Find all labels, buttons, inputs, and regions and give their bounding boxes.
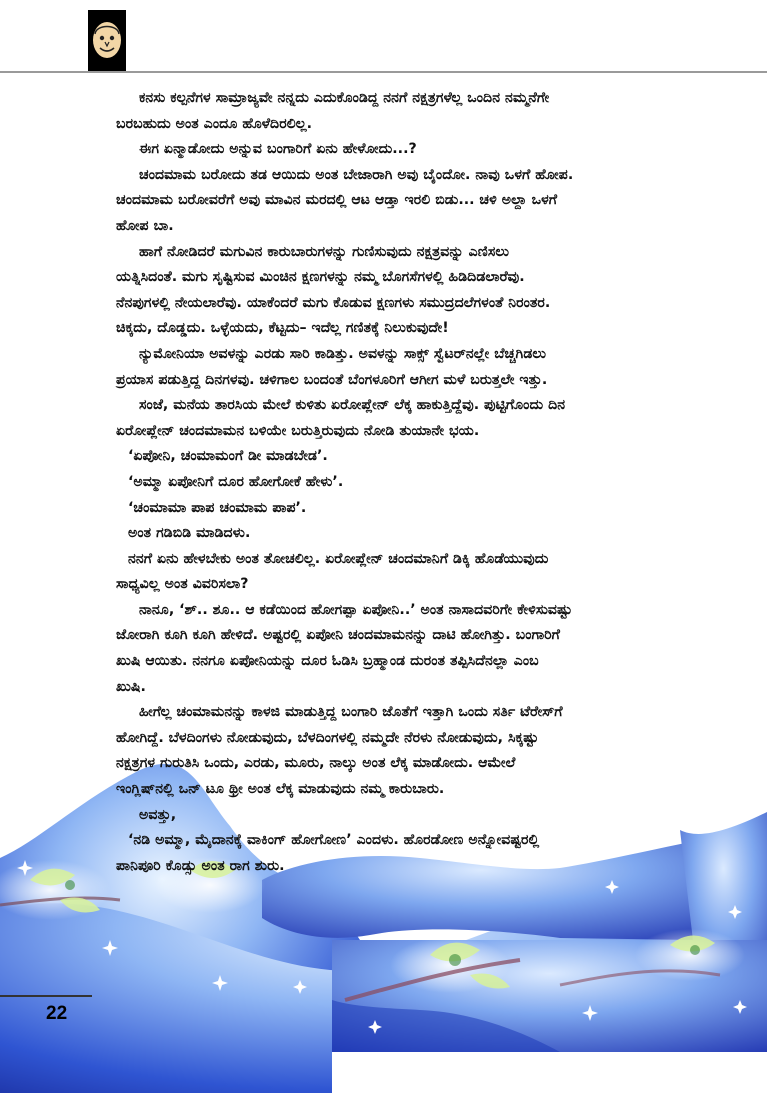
story-line: ಕನಸು ಕಲ್ಪನೆಗಳ ಸಾಮ್ರಾಜ್ಯವೇ ನನ್ನದು ಎದುಕೊಂಡಿದ್ದ ನನಗೆ ನಕ್ಷತ್ರಗಳೆಲ್ಲ ಒಂದಿನ ನಮ್ಮನೆಗೇ: [139, 90, 550, 106]
story-line: ಸಂಜೆ, ಮನೆಯ ತಾರಸಿಯ ಮೇಲೆ ಕುಳಿತು ಏರೋಪ್ಲೇನ್ ಲೆಕ್ಕ ಹಾಕುತ್ತಿದ್ದೆವು. ಪುಟ್ಟಿಗೊಂದು ದಿನ: [139, 397, 566, 414]
story-line: ಚಂದಮಾಮ ಬರೋವರೆಗೆ ಅವು ಮಾವಿನ ಮರದಲ್ಲಿ ಆಟ ಆಡ್ತಾ ಇರಲಿ ಬಿಡು... ಚಳಿ ಅಲ್ದಾ ಒಳಗೆ: [116, 192, 558, 209]
story-line: ‘ಚಂಮಾಮಾ ಪಾಪ ಚಂಮಾಮ ಪಾಪ’.: [128, 499, 307, 516]
story-line: ಸಾಧ್ಯವಿಲ್ಲ ಅಂತ ವಿವರಿಸಲಾ?: [116, 576, 249, 593]
story-line: ಅವತ್ತು,: [139, 806, 177, 823]
story-line: ಚಂದಮಾಮ ಬರೋದು ತಡ ಆಯಿದು ಅಂತ ಬೇಜಾರಾಗಿ ಅವು ಬೈಂದೋ. ನಾವು ಒಳಗೆ ಹೋಪ.: [139, 166, 574, 183]
story-line: ‘ಅಮ್ಮಾ ಏಪೋನಿಗೆ ದೂರ ಹೋಗೋಕೆ ಹೇಳು’.: [128, 473, 344, 490]
cartoon-face-icon: [88, 16, 126, 64]
header-rule: [0, 71, 767, 73]
story-line: ಪಾನಿಪೂರಿ ಕೊಡ್ಸು ಅಂತ ರಾಗ ಶುರು.: [116, 857, 285, 874]
story-line: ಜೋರಾಗಿ ಕೂಗಿ ಕೂಗಿ ಹೇಳಿದೆ. ಅಷ್ಟರಲ್ಲಿ ಏಪೋನಿ ಚಂದಮಾಮನನ್ನು ದಾಟಿ ಹೋಗಿತ್ತು. ಬಂಗಾರಿಗೆ: [116, 627, 560, 644]
story-line: ‘ಏಪೋನಿ, ಚಂಮಾಮಂಗೆ ಡೀ ಮಾಡಬೇಡ’.: [128, 448, 328, 465]
story-line: ನಾನೂ, ‘ಶ್.. ಶೂ.. ಆ ಕಡೆಯಿಂದ ಹೋಗಪ್ಪಾ ಏಪೋನಿ..’ ಅಂತ ನಾಸಾದವರಿಗೇ ಕೇಳಿಸುವಷ್ಟು: [139, 601, 573, 618]
story-text: [116, 86, 726, 879]
story-line: ಅಂತ ಗಡಿಬಿಡಿ ಮಾಡಿದಳು.: [128, 525, 251, 542]
page-number: 22: [46, 1003, 68, 1024]
story-line: ಹೋಪ ಬಾ.: [116, 217, 174, 234]
story-line: ಇಂಗ್ಲಿಷ್‌ನಲ್ಲಿ ಒನ್ ಟೂ ಥ್ರೀ ಅಂತ ಲೆಕ್ಕ ಮಾಡುವುದು ನಮ್ಮ ಕಾರುಬಾರು.: [116, 781, 445, 798]
story-line: ಹಾಗೆ ನೋಡಿದರೆ ಮಗುವಿನ ಕಾರುಬಾರುಗಳನ್ನು ಗುಣಿಸುವುದು ನಕ್ಷತ್ರವನ್ನು ಎಣಿಸಲು: [139, 243, 510, 260]
story-line: ನನಗೆ ಏನು ಹೇಳಬೇಕು ಅಂತ ತೋಚಲಿಲ್ಲ. ಏರೋಪ್ಲೇನ್ ಚಂದಮಾನಿಗೆ ಡಿಕ್ಕಿ ಹೊಡೆಯುವುದು: [128, 550, 549, 567]
story-line: ‘ನಡಿ ಅಮ್ಮಾ, ಮೈದಾನಕ್ಕೆ ವಾಕಿಂಗ್ ಹೋಗೋಣ’ ಎಂದಳು. ಹೊರಡೋಣ ಅನ್ನೋವಷ್ಟರಲ್ಲಿ: [128, 832, 540, 849]
story-line: ಹೀಗೆಲ್ಲ ಚಂಮಾಮನನ್ನು ಕಾಳಜಿ ಮಾಡುತ್ತಿದ್ದ ಬಂಗಾರಿ ಜೊತೆಗೆ ಇತ್ತಾಗಿ ಒಂದು ಸರ್ತಿ ಟೆರೇಸ್‌ಗೆ: [139, 704, 563, 721]
header-logo: [88, 10, 126, 72]
story-line: ಹೋಗಿದ್ದೆ. ಬೆಳದಿಂಗಳು ನೋಡುವುದು, ಬೆಳದಿಂಗಳಲ್ಲಿ ನಮ್ಮದೇ ನೆರಳು ನೋಡುವುದು, ಸಿಕ್ಕಷ್ಟು: [116, 729, 539, 746]
story-line: ಚಿಕ್ಕದು, ದೊಡ್ಡದು. ಒಳ್ಳೆಯದು, ಕೆಟ್ಟದು– ಇದೆಲ್ಲ ಗಣಿತಕ್ಕೆ ನಿಲುಕುವುದೇ!: [116, 320, 449, 337]
story-line: ಏರೋಪ್ಲೇನ್ ಚಂದಮಾಮನ ಬಳಿಯೇ ಬರುತ್ತಿರುವುದು ನೋಡಿ ತುಯಾನೇ ಭಯ.: [116, 422, 480, 439]
story-line: ಈಗ ಏನ್ಮಾಡೋದು ಅನ್ನುವ ಬಂಗಾರಿಗೆ ಏನು ಹೇಳೋದು...?: [139, 141, 417, 158]
story-line: ಬರಬಹುದು ಅಂತ ಎಂದೂ ಹೊಳೆದಿರಲಿಲ್ಲ.: [116, 115, 313, 132]
story-line: ಯತ್ನಿಸಿದಂತೆ. ಮಗು ಸೃಷ್ಟಿಸುವ ಮಿಂಚಿನ ಕ್ಷಣಗಳನ್ನು ನಮ್ಮ ಬೊಗಸೆಗಳಲ್ಲಿ ಹಿಡಿದಿಡಲಾರೆವು.: [116, 269, 525, 286]
story-line: ನ್ಯುಮೋನಿಯಾ ಅವಳನ್ನು ಎರಡು ಸಾರಿ ಕಾಡಿತ್ತು. ಅವಳನ್ನು ಸಾಕ್ಸ್ ಸ್ವೆಟರ್‌ನಲ್ಲೇ ಬೆಚ್ಚಗಿಡಲು: [139, 345, 547, 362]
story-line: ಪ್ರಯಾಸ ಪಡುತ್ತಿದ್ದ ದಿನಗಳವು. ಚಳಿಗಾಲ ಬಂದಂತೆ ಬೆಂಗಳೂರಿಗೆ ಆಗೀಗ ಮಳೆ ಬರುತ್ತಲೇ ಇತ್ತು.: [116, 371, 548, 388]
page-number-rule: [0, 995, 92, 997]
story-line: ಖುಷಿ.: [116, 678, 146, 695]
story-line: ನಕ್ಷತ್ರಗಳ ಗುರುತಿಸಿ ಒಂದು, ಎರಡು, ಮೂರು, ನಾಲ್ಕು ಅಂತ ಲೆಕ್ಕ ಮಾಡೋದು. ಆಮೇಲೆ: [116, 755, 516, 772]
story-line: ಖುಷಿ ಆಯಿತು. ನನಗೂ ಏಪೋನಿಯನ್ನು ದೂರ ಓಡಿಸಿ ಬ್ರಹ್ಮಾಂಡ ದುರಂತ ತಪ್ಪಿಸಿದೆನಲ್ಲಾ ಎಂಬ: [116, 653, 539, 670]
story-line: ನೆನಪುಗಳಲ್ಲಿ ನೇಯಲಾರೆವು. ಯಾಕೆಂದರೆ ಮಗು ಕೊಡುವ ಕ್ಷಣಗಳು ಸಮುದ್ರದಲೆಗಳಂತೆ ನಿರಂತರ.: [116, 294, 551, 311]
